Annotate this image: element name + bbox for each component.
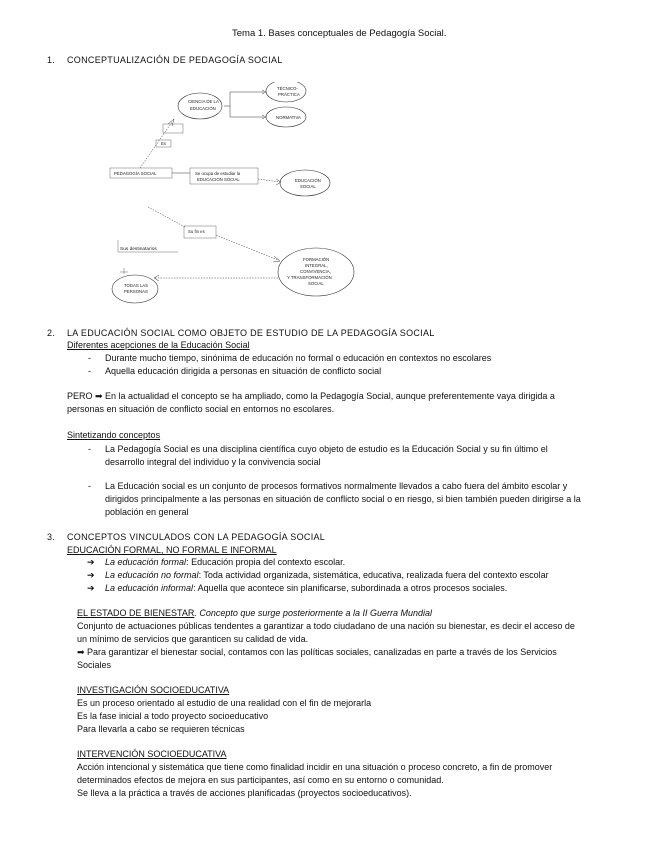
node-educacion-l2: SOCIAL (300, 184, 316, 189)
section-3-subheading-educacion: EDUCACIÓN FORMAL, NO FORMAL E INFORMAL (67, 545, 277, 555)
section-3-heading: CONCEPTOS VINCULADOS CON LA PEDAGOGÍA SOCIAL (67, 532, 326, 542)
dash-bullet: - (88, 353, 91, 363)
node-estudia-l2: EDUCACIÓN SOCIAL (197, 177, 240, 182)
svg-text:Es: Es (161, 141, 167, 146)
section-3-number: 3. (47, 532, 56, 542)
section-2-number: 2. (47, 328, 56, 338)
investigacion-line-1: Es un proceso orientado al estudio de una realidad con el fin de mejorarla (77, 698, 372, 708)
node-tecnico-l2: PRÁCTICA (278, 92, 300, 97)
sintesis-1-line-2: desarrollo integral del individuo y la convivencia social (105, 457, 321, 467)
node-todas-l2: PERSONAS (124, 289, 148, 294)
node-tecnico-l1: TÉCNICO- (277, 86, 298, 91)
investigacion-line-3: Para llevarla a cabo se requieren técnicas (77, 724, 245, 734)
node-formacion-l1: FORMACIÓN (303, 257, 330, 262)
sintesis-1-line-1: La Pedagogía Social es una disciplina científica cuyo objeto de estudio es la Educación Social y su fin último el (105, 444, 548, 454)
node-formacion-l2: INTEGRAL, (305, 263, 328, 268)
bienestar-line-4: Sociales (77, 660, 112, 670)
node-estudia-l1: Se ocupa de estudiar la (195, 171, 241, 176)
section-2-subheading-acepciones: Diferentes acepciones de la Educación Social (67, 340, 250, 350)
dash-bullet: - (88, 444, 91, 454)
intervencion-line-1: Acción intencional y sistemática que tiene como finalidad incidir en una situación o proceso concreto, a fin de promover (77, 762, 553, 772)
node-formacion-l5: SOCIAL (308, 281, 324, 286)
node-formacion-l4: Y TRANSFORMACIÓN (287, 275, 332, 280)
bienestar-heading: EL ESTADO DE BIENESTAR. Concepto que surge posteriormente a la II Guerra Mundial (77, 608, 433, 618)
arrow-bullet-icon: ➔ (87, 583, 95, 593)
investigacion-heading: INVESTIGACIÓN SOCIOEDUCATIVA (77, 685, 230, 695)
educacion-formal-item: La educación formal: Educación propia del contexto escolar. (105, 557, 346, 567)
intervencion-line-3: Se lleva a la práctica a través de acciones planificadas (proyectos socioeducativos). (77, 788, 412, 798)
bienestar-line-1: Conjunto de actuaciones públicas tendentes a garantizar a todo ciudadano de una nación su bienestar, es decir el acceso de (77, 621, 575, 631)
section-1-heading: CONCEPTUALIZACIÓN DE PEDAGOGÍA SOCIAL (67, 55, 283, 65)
educacion-informal-item: La educación informal: Aquella que acontece sin planificarse, subordinada a otros procesos sociales. (105, 583, 508, 593)
node-pedagogia: PEDAGOGÍA SOCIAL (114, 171, 157, 176)
sintesis-2-line-3: población en general (105, 507, 189, 517)
node-ciencia-l1: CIENCIA DE LA (188, 99, 219, 104)
node-educacion-l1: EDUCACIÓN (295, 178, 321, 183)
node-normativa-l1: NORMATIVA (276, 115, 301, 120)
pero-line-2: personas en situación de conflicto social en entornos no escolares. (67, 404, 335, 414)
arrow-bullet-icon: ➔ (87, 570, 95, 580)
concept-diagram (100, 82, 370, 312)
acepcion-item-1: Durante mucho tiempo, sinónima de educación no formal o educación en contextos no escolares (105, 353, 492, 363)
investigacion-line-2: Es la fase inicial a todo proyecto socioeducativo (77, 711, 269, 721)
section-2-heading: LA EDUCACIÓN SOCIAL COMO OBJETO DE ESTUDIO DE LA PEDAGOGÍA SOCIAL (67, 328, 435, 338)
pero-line-1: PERO ➡ En la actualidad el concepto se ha ampliado, como la Pedagogía Social, aunque preferentemente vaya dirigida a (67, 391, 555, 401)
node-todas-l1: TODAS LAS (124, 283, 149, 288)
node-ciencia-l2: EDUCACIÓN (190, 106, 216, 111)
sintesis-2-line-1: La Educación social es un conjunto de procesos formativos normalmente llevados a cabo fuera del ámbito escolar y (105, 481, 568, 491)
dash-bullet: - (88, 366, 91, 376)
section-1-number: 1. (47, 55, 56, 65)
intervencion-heading: INTERVENCIÓN SOCIOEDUCATIVA (77, 749, 227, 759)
bienestar-line-3: ➡ Para garantizar el bienestar social, contamos con las políticas sociales, canalizadas en parte a través de los Servicios (77, 647, 557, 657)
node-educacion-social (280, 170, 330, 196)
bienestar-line-2: un mínimo de servicios que garanticen su calidad de vida. (77, 634, 309, 644)
intervencion-line-2: determinados efectos de mejora en sus participantes, así como en su entorno o comunidad. (77, 775, 444, 785)
educacion-no-formal-item: La educación no formal: Toda actividad organizada, sistemática, educativa, realizada fuera del contexto escolar (105, 570, 549, 580)
section-2-subheading-sintetizando: Sintetizando conceptos (67, 430, 161, 440)
acepcion-item-2: Aquella educación dirigida a personas en situación de conflicto social (105, 366, 382, 376)
document-title: Tema 1. Bases conceptuales de Pedagogía Social. (232, 28, 447, 39)
dash-bullet: - (88, 481, 91, 491)
arrow-bullet-icon: ➔ (87, 557, 95, 567)
node-formacion-l3: CONVIVENCIA, (300, 269, 331, 274)
node-sus-dest: Sus destinatarios (120, 247, 157, 252)
sintesis-2-line-2: dirigidos principalmente a las personas en situación de conflicto social o en riesgo, si bien también pueden dirigirse a la (105, 494, 581, 504)
node-su-fin: Su fin es (188, 229, 205, 234)
